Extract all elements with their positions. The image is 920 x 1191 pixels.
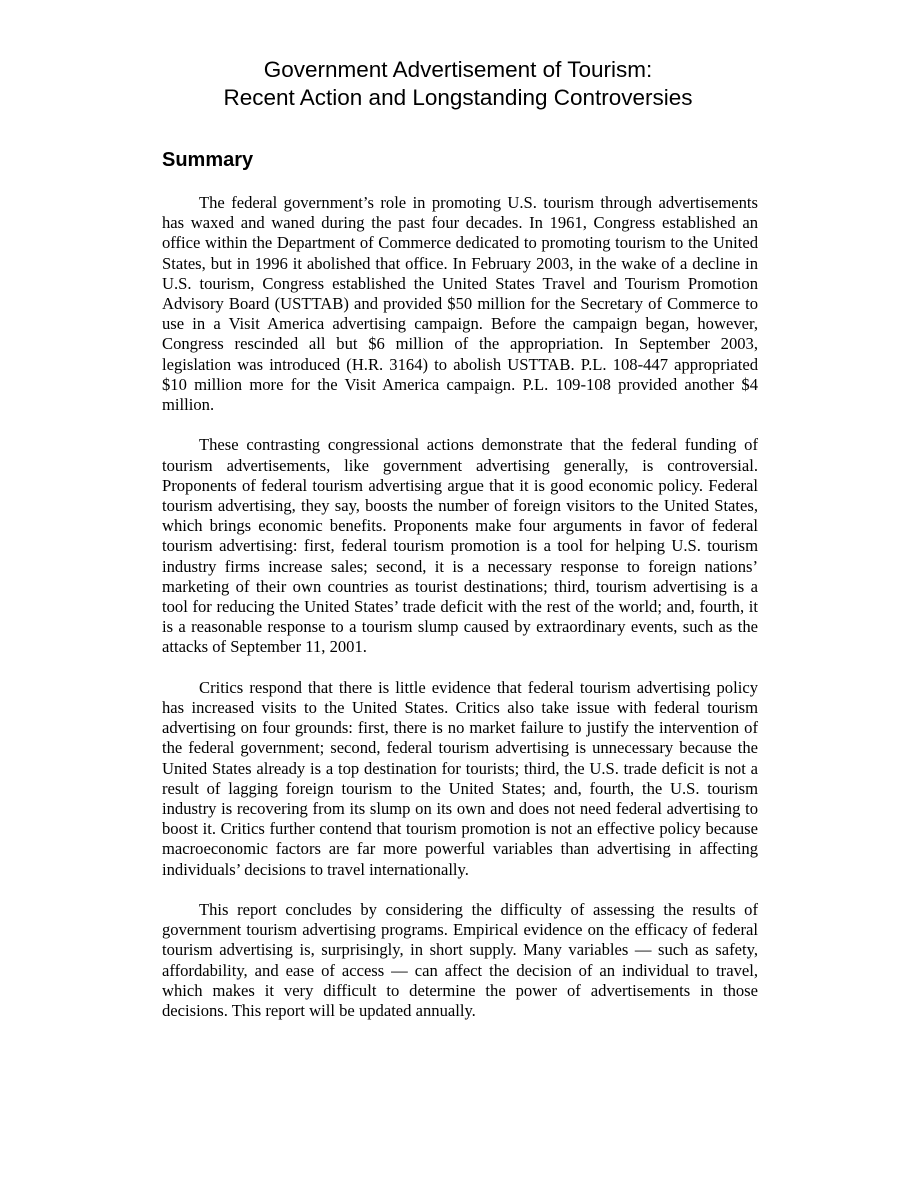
title-line-1: Government Advertisement of Tourism: (263, 57, 653, 82)
document-title (0, 56, 916, 112)
summary-paragraph-4: This report concludes by considering the difficulty of assessing the results of government tourism advertising programs. Empirical evidence on the efficacy of federal tourism advertising is, surprisingly, in short supply. Many variables — such as safety, affordability, and ease of access — can affect the decision of an individual to travel, which makes it very difficult to determine the power of advertisements in those decisions. This report will be updated annually. (162, 900, 758, 1021)
section-heading-summary: Summary (162, 149, 254, 171)
summary-paragraph-2: These contrasting congressional actions demonstrate that the federal funding of tourism advertisements, like government advertising generally, is controversial. Proponents of federal tourism advertising argue that it is good economic policy. Federal tourism advertising, they say, boosts the number of foreign visitors to the United States, which brings economic benefits. Proponents make four arguments in favor of federal tourism advertising: first, federal tourism promotion is a tool for helping U.S. tourism industry firms increase sales; second, it is a necessary response to foreign nations’ marketing of their own countries as tourist destinations; third, tourism advertising is a tool for reducing the United States’ trade deficit with the rest of the world; and, fourth, it is a reasonable response to a tourism slump caused by extraordinary events, such as the attacks of September 11, 2001. (162, 435, 758, 657)
summary-paragraph-1: The federal government’s role in promoting U.S. tourism through advertisements has waxed and waned during the past four decades. In 1961, Congress established an office within the Department of Commerce dedicated to promoting tourism to the United States, but in 1996 it abolished that office. In February 2003, in the wake of a decline in U.S. tourism, Congress established the United States Travel and Tourism Promotion Advisory Board (USTTAB) and provided $50 million for the Secretary of Commerce to use in a Visit America advertising campaign. Before the campaign began, however, Congress rescinded all but $6 million of the appropriation. In September 2003, legislation was introduced (H.R. 3164) to abolish USTTAB. P.L. 108-447 appropriated $10 million more for the Visit America campaign. P.L. 109-108 provided another $4 million. (162, 193, 758, 415)
title-line-2: Recent Action and Longstanding Controversies (223, 85, 693, 110)
summary-paragraph-3: Critics respond that there is little evidence that federal tourism advertising policy has increased visits to the United States. Critics also take issue with federal tourism advertising on four grounds: first, there is no market failure to justify the intervention of the federal government; second, federal tourism advertising is unnecessary because the United States already is a top destination for tourists; third, the U.S. trade deficit is not a result of lagging foreign tourism to the United States; and, fourth, the U.S. tourism industry is recovering from its slump on its own and does not need federal advertising to boost it. Critics further contend that tourism promotion is not an effective policy because macroeconomic factors are far more powerful variables than advertising in affecting individuals’ decisions to travel internationally. (162, 677, 758, 879)
summary-body (162, 193, 758, 1041)
